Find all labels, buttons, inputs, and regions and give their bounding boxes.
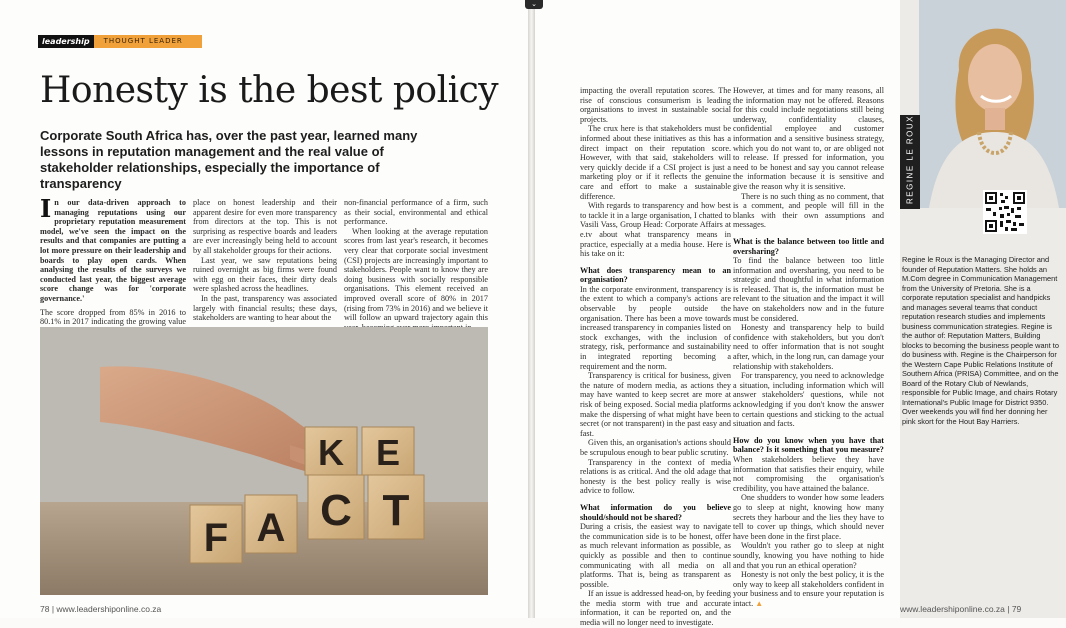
body-paragraph: One shudders to wonder how some leaders go to sleep at night, knowing how many secrets they harbour and the lies they have to tell to cover up things, which should never have been done in the first place. [733, 493, 884, 541]
body-paragraph: Given this, an organisation's actions should be scrupulous enough to bear public scrutiny. [580, 438, 731, 457]
article-column-4 [580, 86, 731, 628]
brand-logo: leadership [38, 35, 94, 48]
body-paragraph: To find the balance between too little information and oversharing, you need to be strategic and thoughtful in what information is released. That is, the information must be relevant to the situation and the impact it will have on stakeholders now and in the future must be considered. [733, 256, 884, 323]
section-tag: THOUGHT LEADER [94, 35, 202, 48]
qr-code-icon [983, 190, 1027, 234]
end-mark-icon: ▲ [755, 598, 764, 608]
author-name: REGINE LE ROUX [905, 115, 915, 205]
article-column-1 [40, 194, 186, 327]
article-column-3 [344, 198, 488, 323]
body-paragraph: When stakeholders believe they have information that satisfies their enquiry, while not compromising the organisation's credibility, you have attained the balance. [733, 454, 884, 493]
body-paragraph: Honesty and transparency help to build confidence with stakeholders, but you don't need to offer information that is not sought after, which, in the long run, can damage your relationship with stakeholders. [733, 323, 884, 371]
subheading: What information do you believe should/should not be shared? [580, 502, 731, 522]
body-paragraph: non-financial performance of a firm, such as their social, environmental and ethical performance. [344, 198, 488, 227]
body-paragraph: In the past, transparency was associated largely with financial results; these days, stakeholders are wanting to hear about the [193, 293, 337, 323]
page-folio-left: 78 | www.leadershiponline.co.za [40, 604, 162, 614]
subheading: What does transparency mean to an organisation? [580, 265, 731, 285]
block-letter-f: F [203, 516, 229, 560]
author-bio: Regine le Roux is the Managing Director and founder of Reputation Matters. She holds an M.Com degree in Communication Management from the University of Pretoria. She is a corporate reputation specialist and handpicks and manages several teams that conduct reputation research studies and implements business communication strategies. Regine is the author of: Reputation Matters, Building blocks to becoming the business people want to do business with. Regine is the Chairperson for the Western Cape Public Relations Institute of Southern Africa (PRISA) Committee, and on the Board of the Rotary Club of Newlands, responsible for Public Image, and chairs Rotary International's Public Image for District 9350. Over weekends you will find her donning her pink skort for the Hout Bay Harriers. [902, 255, 1059, 426]
spread-gutter [528, 0, 535, 618]
article-column-5 [733, 86, 884, 608]
body-paragraph: When looking at the average reputation scores from last year's research, it becomes very clear that corporate social investment (CSI) projects are increasingly important to stakeholders. People want to know they are doing business with socially responsible organisations. This element received an improved overall score of 80% in 2017 (rising from 73% in 2016) and we believe it will follow an upward trajectory again this [344, 226, 488, 323]
photo-illustration [40, 327, 488, 595]
body-paragraph: Last year, we saw reputations being ruined overnight as big firms were found with egg on their faces, their dirty deals were splashed across the headlines. [193, 255, 337, 294]
body-paragraph: Transparency is critical for business, given the nature of modern media, as actions they may have wanted to keep secret are more at risk of being exposed. Social media platforms make the dispersing of what might have been secret (or not transparent) in the past easy and fast. [580, 371, 731, 438]
block-letter-k: K [318, 432, 344, 473]
body-paragraph: The crux here is that stakeholders must be informed about these initiatives as this has a direct impact on their reputation score. However, with that said, stakeholders will very quickly decide if a CSI project is just a marketing ploy or if it reflects the genuine care and effort to make a sustainable difference. [580, 124, 731, 201]
article-title: Honesty is the best policy [40, 70, 499, 111]
neck-shape [985, 108, 1005, 130]
article-column-2 [193, 198, 337, 323]
body-paragraph: The score dropped from 85% in 2016 to 80.1% in 2017 indicating the growing value [40, 307, 186, 327]
body-paragraph: In the corporate environment, transparency is the extent to which a company's actions are observable by people outside the organisation. There has been a move towards increased transparency in companies listed on stock exchanges, with the inclusion of strategy, risk, performance and sustainability in integrated reporting becoming a requirement and the norm. [580, 284, 731, 371]
block-letter-c: C [320, 486, 352, 535]
article-standfirst: Corporate South Africa has, over the past year, learned many lessons in reputation management and the real value of stakeholder relationships, especially the importance of transparency [40, 128, 418, 191]
body-paragraph: impacting the overall reputation scores. The rise of conscious consumerism is leading organisations to invest in sustainable social projects. [580, 86, 731, 124]
section-header [38, 35, 202, 48]
drop-cap: I [40, 194, 52, 223]
page-nav-button[interactable] [525, 0, 543, 9]
block-letter-e: E [375, 432, 401, 473]
body-paragraph: place on honest leadership and their apparent desire for even more transparency from directors at the top. This is not surprising as respective boards and leaders are ever increasingly being held to account by all stakeholder groups for their actions. [193, 198, 337, 255]
intro-text: n our data-driven approach to managing reputations using our proprietary reputation measurement model, we've seen the impact on the results and that companies are putting a lot more pressure on their leadership and boards to play open cards. When analysing the results of the surveys we conducted last year, the biggest average score change was for 'corporate governance.' [40, 198, 186, 303]
body-paragraph: Wouldn't you rather go to sleep at night soundly, knowing you have nothing to hide and that you run an ethical operation? [733, 541, 884, 570]
subheading: What is the balance between too little and oversharing? [733, 236, 884, 256]
subheading: How do you know when you have that balance? Is it something that you measure? [733, 435, 884, 455]
chevron-down-icon: ⌄ [531, 0, 537, 8]
body-paragraph: If an issue is addressed head-on, by feeding the media storm with true and accurate information, it can be reported on, and the media will no longer need to investigate. [580, 589, 731, 628]
body-paragraph: There is no such thing as no comment, that is a comment, and people will fill in the blanks with their own assumptions and messages. [733, 191, 884, 230]
intro-paragraph [40, 194, 186, 304]
body-paragraph: During a crisis, the easiest way to navigate the communication side is to be honest, offer as much relevant information as possible, as quickly as possible and then to continue communicating with all media on all platforms. That is, being as transparent as possible. [580, 522, 731, 589]
closing-text: Honesty is not only the best policy, it is the only way to keep all stakeholders confident in your business and to ensure your reputation is intact. [733, 570, 884, 608]
body-paragraph [733, 570, 884, 608]
author-portrait [919, 0, 1066, 208]
body-paragraph: For transparency, you need to acknowledge a situation, including information which will answer stakeholders' questions, while not acknowledging if you don't know the answer to certain questions and sticking to the actual situation and facts. [733, 371, 884, 429]
block-letter-t: T [382, 486, 410, 535]
body-paragraph: However, at times and for many reasons, all the information may not be offered. Reasons for this could include negotiations still being underway, confidentiality clauses, confidential employee and customer information and a sensitive business strategy, which you do not want to, or are obliged not to release. If pressed for information, you need to be honest and say you cannot release the information because it is sensitive and give the reason why it is sensitive. [733, 86, 884, 191]
block-letter-a: A [256, 506, 286, 550]
body-paragraph: With regards to transparency and how best to tackle it in a large organisation, I chatted to Vasili Vass, Group Head: Corporate Affairs at e.tv about what transparency means in practice, especially at a media house. Here is his take on it: [580, 201, 731, 259]
page-folio-right: www.leadershiponline.co.za | 79 [900, 604, 1022, 614]
portrait-illustration [919, 0, 1066, 208]
fact-fake-photo [40, 327, 488, 595]
qr-code[interactable] [983, 190, 1027, 234]
author-name-tab [900, 115, 920, 209]
body-paragraph: Transparency in the context of media relations is as critical. And the old adage that honesty is the best policy really is wise advice to follow. [580, 457, 731, 496]
